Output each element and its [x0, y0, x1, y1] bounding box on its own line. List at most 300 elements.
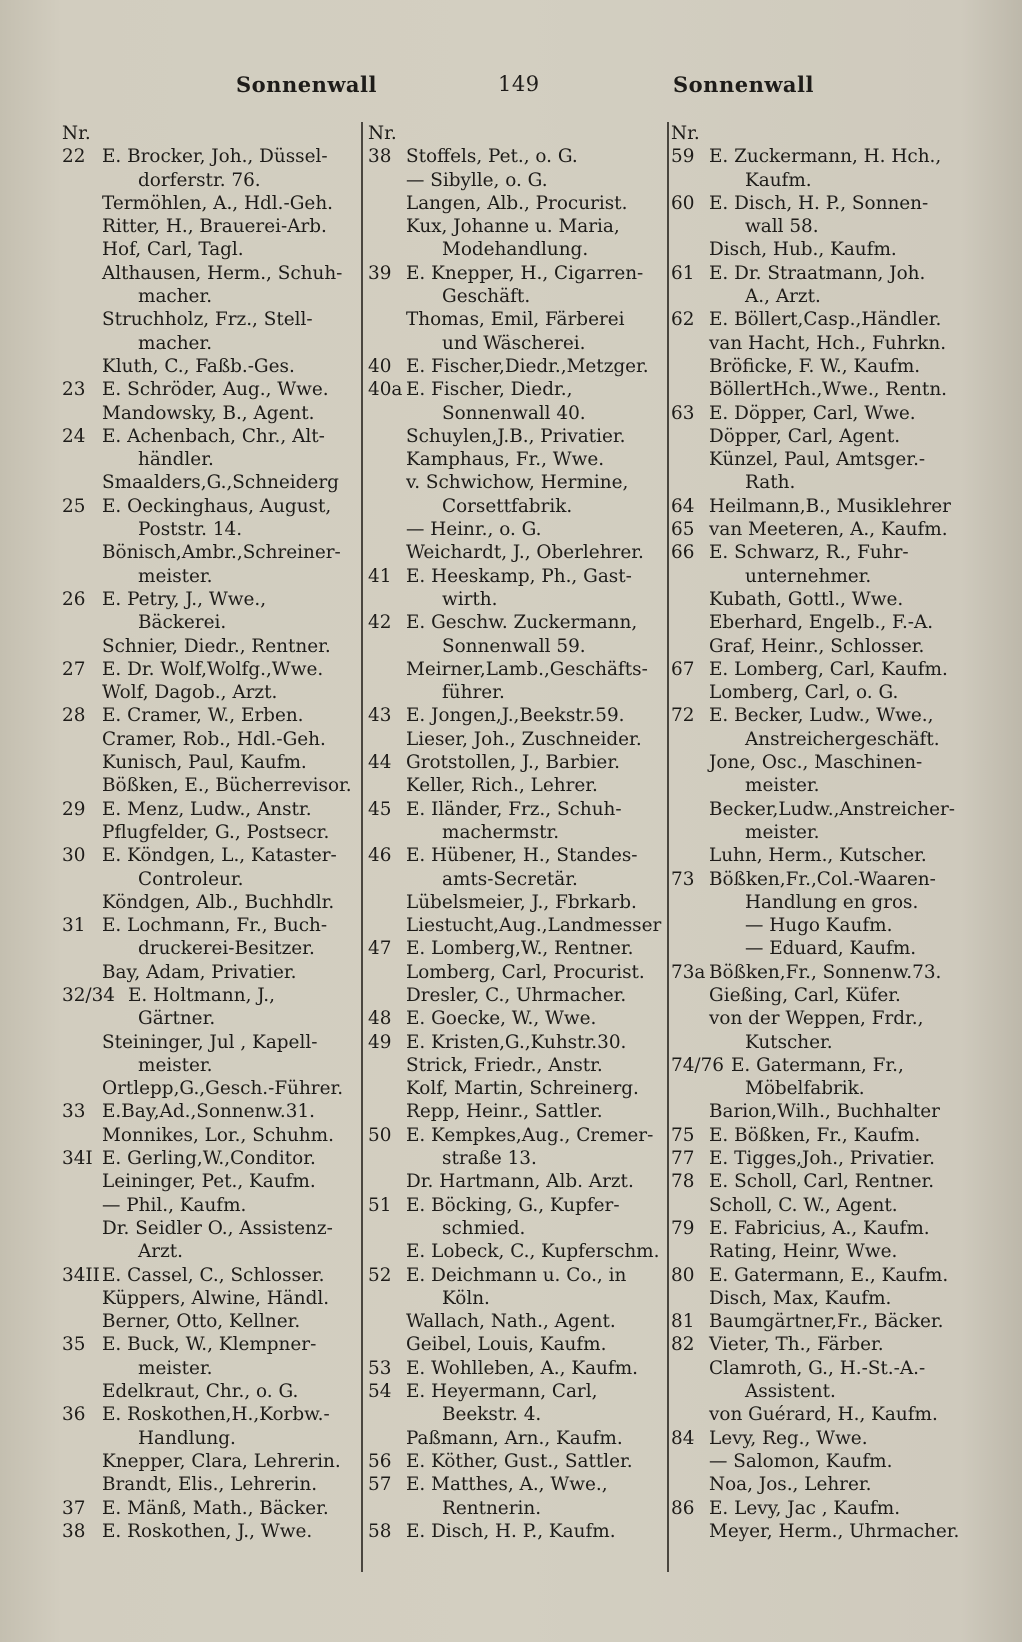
entry-text: meister. [138, 565, 213, 587]
entry-text: E. Zuckermann, H. Hch., [709, 146, 942, 168]
entry-text: — Eduard, Kaufm. [745, 938, 917, 960]
directory-line [368, 728, 664, 751]
directory-line [62, 1403, 358, 1426]
entry-text: Kamphaus, Fr., Wwe. [406, 449, 605, 471]
directory-line [62, 1427, 358, 1450]
entry-text: meister. [745, 775, 820, 797]
house-number: 43 [368, 705, 392, 727]
directory-line [368, 378, 664, 401]
directory-line [368, 961, 664, 984]
entry-text: Hof, Carl, Tagl. [102, 239, 244, 261]
entry-text: Corsettfabrik. [442, 495, 573, 517]
entry-text: Weichardt, J., Oberlehrer. [406, 542, 644, 564]
directory-line [671, 1031, 971, 1054]
directory-line [62, 658, 358, 681]
house-number: 49 [368, 1031, 392, 1053]
entry-text: Althausen, Herm., Schuh- [102, 262, 343, 284]
entry-text: Möbelfabrik. [745, 1078, 865, 1100]
directory-line [368, 1310, 664, 1333]
house-number: 36 [62, 1404, 86, 1426]
directory-line [62, 774, 358, 797]
house-number: 52 [368, 1264, 392, 1286]
directory-line [368, 1077, 664, 1100]
entry-text: Heilmann,B., Musiklehrer [709, 495, 951, 517]
directory-line [671, 192, 971, 215]
house-number: 54 [368, 1381, 392, 1403]
entry-text: amts-Secretär. [442, 868, 578, 890]
entry-text: E. Fischer, Diedr., [406, 379, 573, 401]
directory-line [671, 495, 971, 518]
entry-text: E. Oeckinghaus, August, [102, 495, 332, 517]
house-number: 74/76 [671, 1054, 724, 1076]
entry-text: Meirner,Lamb.,Geschäfts- [406, 658, 648, 680]
directory-line [368, 1427, 664, 1450]
entry-text: Wolf, Dagob., Arzt. [102, 682, 278, 704]
number-heading: Nr. [62, 123, 91, 144]
entry-text: Disch, Max, Kaufm. [709, 1287, 892, 1309]
directory-line [368, 1450, 664, 1473]
house-number: 73 [671, 868, 695, 890]
entry-text: E. Roskothen, J., Wwe. [102, 1520, 313, 1542]
entry-text: Liestucht,Aug.,Landmesser [406, 915, 662, 937]
directory-line [368, 448, 664, 471]
entry-text: E. Kristen,G.,Kuhstr.30. [406, 1031, 627, 1053]
directory-line [368, 541, 664, 564]
house-number: 78 [671, 1171, 695, 1193]
directory-line [368, 402, 664, 425]
house-number: 22 [62, 146, 86, 168]
entry-text: A., Arzt. [745, 286, 821, 308]
directory-line [368, 1194, 664, 1217]
entry-text: Sonnenwall 40. [442, 402, 586, 424]
entry-text: — Hugo Kaufm. [745, 915, 893, 937]
directory-line [368, 891, 664, 914]
directory-line [62, 1357, 358, 1380]
entry-text: E.Bay,Ad.,Sonnenw.31. [102, 1101, 316, 1123]
directory-line [62, 169, 358, 192]
entry-text: Brandt, Elis., Lehrerin. [102, 1474, 318, 1496]
directory-line [62, 984, 358, 1007]
directory-line [368, 1054, 664, 1077]
entry-text: Arzt. [138, 1241, 183, 1263]
directory-line [671, 914, 971, 937]
house-number: 57 [368, 1474, 392, 1496]
entry-text: Langen, Alb., Procurist. [406, 192, 628, 214]
directory-line [62, 914, 358, 937]
entry-text: E. Böcking, G., Kupfer- [406, 1194, 620, 1216]
entry-text: E. Lochmann, Fr., Buch- [102, 915, 328, 937]
entry-text: E. Holtmann, J., [128, 984, 275, 1006]
entry-text: Repp, Heinr., Sattler. [406, 1101, 603, 1123]
house-number: 24 [62, 425, 86, 447]
directory-line [671, 1333, 971, 1356]
entry-text: Kubath, Gottl., Wwe. [709, 588, 904, 610]
entry-text: meister. [745, 821, 820, 843]
entry-text: meister. [138, 1054, 213, 1076]
directory-line [368, 774, 664, 797]
house-number: 73a [671, 961, 706, 983]
directory-line [62, 1310, 358, 1333]
house-number: 28 [62, 705, 86, 727]
directory-line [62, 425, 358, 448]
entry-text: Dresler, C., Uhrmacher. [406, 984, 627, 1006]
directory-line [671, 355, 971, 378]
entry-text: meister. [138, 1357, 213, 1379]
directory-line [62, 1287, 358, 1310]
entry-text: Schuylen,J.B., Privatier. [406, 425, 626, 447]
entry-text: Assistent. [745, 1381, 836, 1403]
entry-text: E. Wohlleben, A., Kaufm. [406, 1357, 638, 1379]
house-number: 64 [671, 495, 695, 517]
entry-text: E. Achenbach, Chr., Alt- [102, 425, 325, 447]
directory-line [62, 495, 358, 518]
directory-line [368, 914, 664, 937]
directory-line [671, 471, 971, 494]
entry-text: Wallach, Nath., Agent. [406, 1311, 616, 1333]
directory-line [368, 1170, 664, 1193]
directory-line [62, 728, 358, 751]
entry-text: E. Gatermann, E., Kaufm. [709, 1264, 949, 1286]
entry-text: Gärtner. [138, 1008, 216, 1030]
directory-line [368, 238, 664, 261]
entry-text: E. Fabricius, A., Kaufm. [709, 1217, 930, 1239]
house-number: 44 [368, 752, 392, 774]
house-number: 53 [368, 1357, 392, 1379]
house-number: 56 [368, 1450, 392, 1472]
directory-line [62, 308, 358, 331]
directory-line [671, 704, 971, 727]
house-number: 84 [671, 1427, 695, 1449]
house-number: 40 [368, 355, 392, 377]
entry-text: — Heinr., o. G. [406, 519, 542, 541]
directory-line [62, 332, 358, 355]
house-number: 32/34 [62, 984, 115, 1006]
entry-text: — Salomon, Kaufm. [709, 1450, 893, 1472]
entry-text: Jone, Osc., Maschinen- [709, 752, 923, 774]
column-divider [667, 122, 669, 1572]
entry-text: E. Jongen,J.,Beekstr.59. [406, 705, 625, 727]
directory-line [671, 1194, 971, 1217]
directory-line [671, 891, 971, 914]
entry-text: E. Lomberg,W., Rentner. [406, 938, 634, 960]
entry-text: Bröficke, F. W., Kaufm. [709, 355, 921, 377]
house-number: 81 [671, 1311, 695, 1333]
directory-line [368, 751, 664, 774]
directory-line [368, 844, 664, 867]
house-number: 61 [671, 262, 695, 284]
entry-text: Handlung en gros. [745, 891, 919, 913]
directory-line [368, 984, 664, 1007]
directory-line [62, 471, 358, 494]
directory-line [368, 681, 664, 704]
entry-text: E. Schwarz, R., Fuhr- [709, 542, 909, 564]
directory-line [62, 961, 358, 984]
entry-text: Kux, Johanne u. Maria, [406, 216, 620, 238]
directory-line [62, 844, 358, 867]
directory-line [671, 1217, 971, 1240]
entry-text: Köln. [442, 1287, 490, 1309]
house-number: 77 [671, 1148, 695, 1170]
running-head-right: Sonnenwall [673, 72, 814, 97]
entry-text: Geibel, Louis, Kaufm. [406, 1334, 607, 1356]
entry-text: E. Cramer, W., Erben. [102, 705, 304, 727]
entry-text: E. Fischer,Diedr.,Metzger. [406, 355, 649, 377]
entry-text: E. Lomberg, Carl, Kaufm. [709, 658, 948, 680]
house-number: 29 [62, 798, 86, 820]
directory-line [671, 844, 971, 867]
entry-text: Geschäft. [442, 286, 531, 308]
entry-text: Berner, Otto, Kellner. [102, 1311, 301, 1333]
entry-text: E. Matthes, A., Wwe., [406, 1474, 608, 1496]
directory-line [671, 774, 971, 797]
house-number: 38 [62, 1520, 86, 1542]
entry-text: Döpper, Carl, Agent. [709, 425, 901, 447]
entry-text: E. Döpper, Carl, Wwe. [709, 402, 916, 424]
directory-line [62, 1124, 358, 1147]
entry-text: von Guérard, H., Kaufm. [709, 1404, 938, 1426]
entry-text: Dr. Hartmann, Alb. Arzt. [406, 1171, 634, 1193]
directory-line [62, 402, 358, 425]
directory-line [62, 1054, 358, 1077]
entry-text: E. Goecke, W., Wwe. [406, 1008, 597, 1030]
directory-line [671, 937, 971, 960]
directory-line [62, 868, 358, 891]
entry-text: schmied. [442, 1217, 526, 1239]
directory-line [671, 1310, 971, 1333]
entry-text: E. Böllert,Casp.,Händler. [709, 309, 942, 331]
entry-text: Monnikes, Lor., Schuhm. [102, 1124, 334, 1146]
entry-text: E. Disch, H. P., Kaufm. [406, 1520, 616, 1542]
directory-line [368, 611, 664, 634]
house-number: 48 [368, 1008, 392, 1030]
directory-line [671, 658, 971, 681]
entry-text: Grotstollen, J., Barbier. [406, 752, 620, 774]
directory-line [671, 308, 971, 331]
directory-line [671, 751, 971, 774]
house-number: 33 [62, 1101, 86, 1123]
directory-line [62, 1194, 358, 1217]
directory-line [62, 751, 358, 774]
entry-text: Eberhard, Engelb., F.-A. [709, 612, 934, 634]
entry-text: Rentnerin. [442, 1497, 542, 1519]
number-heading: Nr. [671, 123, 700, 144]
directory-line [62, 798, 358, 821]
house-number: 34II [62, 1264, 100, 1286]
entry-text: Ortlepp,G.,Gesch.-Führer. [102, 1078, 344, 1100]
entry-text: Barion,Wilh., Buchhalter [709, 1101, 940, 1123]
directory-line [62, 704, 358, 727]
entry-text: E. Scholl, Carl, Rentner. [709, 1171, 935, 1193]
entry-text: — Phil., Kaufm. [102, 1194, 247, 1216]
house-number: 37 [62, 1497, 86, 1519]
entry-text: E. Levy, Jac , Kaufm. [709, 1497, 901, 1519]
directory-line [368, 1497, 664, 1520]
directory-line [368, 285, 664, 308]
entry-text: Künzel, Paul, Amtsger.- [709, 449, 926, 471]
entry-text: E. Disch, H. P., Sonnen- [709, 192, 929, 214]
house-number: 65 [671, 519, 695, 541]
entry-text: Kaufm. [745, 169, 812, 191]
directory-line [368, 262, 664, 285]
directory-line [62, 1007, 358, 1030]
house-number: 62 [671, 309, 695, 331]
directory-line [671, 238, 971, 261]
directory-line [671, 402, 971, 425]
entry-text: Bößken,Fr.,Col.-Waaren- [709, 868, 936, 890]
directory-line [671, 961, 971, 984]
entry-text: Becker,Ludw.,Anstreicher- [709, 798, 955, 820]
entry-text: Controleur. [138, 868, 244, 890]
directory-line [368, 471, 664, 494]
entry-text: Bönisch,Ambr.,Schreiner- [102, 542, 341, 564]
directory-line [368, 1403, 664, 1426]
entry-text: E. Menz, Ludw., Anstr. [102, 798, 312, 820]
directory-line [368, 798, 664, 821]
entry-text: E. Gatermann, Fr., [731, 1054, 904, 1076]
directory-line [368, 1217, 664, 1240]
directory-line [62, 1450, 358, 1473]
entry-text: E. Cassel, C., Schlosser. [102, 1264, 325, 1286]
entry-text: E. Knepper, H., Cigarren- [406, 262, 644, 284]
directory-line [671, 1240, 971, 1263]
entry-text: E. Buck, W., Klempner- [102, 1334, 317, 1356]
directory-line [368, 169, 664, 192]
entry-text: E. Becker, Ludw., Wwe., [709, 705, 934, 727]
directory-line [671, 1100, 971, 1123]
entry-text: Strick, Friedr., Anstr. [406, 1054, 603, 1076]
directory-line [671, 681, 971, 704]
directory-line [368, 1333, 664, 1356]
directory-line [671, 1147, 971, 1170]
entry-text: Baumgärtner,Fr., Bäcker. [709, 1311, 944, 1333]
directory-line [368, 1380, 664, 1403]
directory-line [671, 1124, 971, 1147]
number-heading: Nr. [368, 123, 397, 144]
entry-text: Mandowsky, B., Agent. [102, 402, 315, 424]
entry-text: E. Petry, J., Wwe., [102, 588, 267, 610]
entry-text: Thomas, Emil, Färberei [406, 309, 625, 331]
entry-text: Poststr. 14. [138, 519, 243, 541]
directory-line [671, 425, 971, 448]
entry-text: Schnier, Diedr., Rentner. [102, 635, 331, 657]
house-number: 66 [671, 542, 695, 564]
entry-text: E. Lobeck, C., Kupferschm. [406, 1241, 660, 1263]
house-number: 51 [368, 1194, 392, 1216]
directory-line [62, 1077, 358, 1100]
directory-line [62, 588, 358, 611]
house-number: 86 [671, 1497, 695, 1519]
entry-text: macher. [138, 286, 213, 308]
entry-text: Leininger, Pet., Kaufm. [102, 1171, 316, 1193]
house-number: 38 [368, 146, 392, 168]
house-number: 50 [368, 1124, 392, 1146]
entry-text: Clamroth, G., H.-St.-A.- [709, 1357, 926, 1379]
entry-text: Bößken,Fr., Sonnenw.73. [709, 961, 942, 983]
directory-line [368, 1124, 664, 1147]
entry-text: Noa, Jos., Lehrer. [709, 1474, 872, 1496]
entry-text: Luhn, Herm., Kutscher. [709, 845, 927, 867]
entry-text: Kluth, C., Faßb.-Ges. [102, 355, 295, 377]
directory-line [62, 611, 358, 634]
entry-text: machermstr. [442, 821, 560, 843]
entry-text: Cramer, Rob., Hdl.-Geh. [102, 728, 326, 750]
house-number: 75 [671, 1124, 695, 1146]
directory-line [671, 378, 971, 401]
entry-text: Lomberg, Carl, Procurist. [406, 961, 645, 983]
directory-line [62, 1240, 358, 1263]
entry-text: Bay, Adam, Privatier. [102, 961, 297, 983]
page-number: 149 [498, 72, 540, 96]
directory-line [671, 169, 971, 192]
directory-line [671, 1007, 971, 1030]
entry-text: Levy, Reg., Wwe. [709, 1427, 868, 1449]
entry-text: druckerei-Besitzer. [138, 938, 315, 960]
directory-line [62, 565, 358, 588]
entry-text: Paßmann, Arn., Kaufm. [406, 1427, 623, 1449]
directory-line [368, 1147, 664, 1170]
entry-text: E. Schröder, Aug., Wwe. [102, 379, 329, 401]
house-number: 35 [62, 1334, 86, 1356]
entry-text: E. Köther, Gust., Sattler. [406, 1450, 633, 1472]
entry-text: unternehmer. [745, 565, 872, 587]
directory-line [368, 658, 664, 681]
house-number: 23 [62, 379, 86, 401]
directory-line [62, 448, 358, 471]
directory-line [62, 1031, 358, 1054]
entry-text: Disch, Hub., Kaufm. [709, 239, 897, 261]
directory-line [671, 821, 971, 844]
entry-text: Edelkraut, Chr., o. G. [102, 1381, 299, 1403]
entry-text: Dr. Seidler O., Assistenz- [102, 1217, 333, 1239]
entry-text: Sonnenwall 59. [442, 635, 586, 657]
directory-line [62, 518, 358, 541]
directory-line [368, 332, 664, 355]
entry-text: E. Roskothen,H.,Korbw.- [102, 1404, 330, 1426]
entry-text: Bößken, E., Bücherrevisor. [102, 775, 352, 797]
entry-text: BöllertHch.,Wwe., Rentn. [709, 379, 948, 401]
entry-text: Meyer, Herm., Uhrmacher. [709, 1520, 960, 1542]
directory-line [671, 1520, 971, 1543]
entry-text: Lübelsmeier, J., Fbrkarb. [406, 891, 637, 913]
entry-text: E. Dr. Wolf,Wolfg.,Wwe. [102, 658, 324, 680]
entry-text: Rating, Heinr, Wwe. [709, 1241, 898, 1263]
entry-text: Scholl, C. W., Agent. [709, 1194, 898, 1216]
house-number: 27 [62, 658, 86, 680]
directory-line [368, 565, 664, 588]
entry-text: Köndgen, Alb., Buchhdlr. [102, 891, 335, 913]
directory-line [368, 1031, 664, 1054]
directory-line [671, 984, 971, 1007]
house-number: 59 [671, 146, 695, 168]
house-number: 82 [671, 1334, 695, 1356]
entry-text: Kolf, Martin, Schreinerg. [406, 1078, 639, 1100]
directory-line [368, 145, 664, 168]
directory-line [671, 1403, 971, 1426]
house-number: 26 [62, 588, 86, 610]
directory-line [368, 1007, 664, 1030]
directory-line [62, 1380, 358, 1403]
column-heading [368, 122, 664, 145]
directory-line [671, 541, 971, 564]
directory-line [62, 541, 358, 564]
directory-line [62, 192, 358, 215]
entry-text: Steininger, Jul , Kapell- [102, 1031, 318, 1053]
entry-text: van Meeteren, A., Kaufm. [709, 519, 948, 541]
directory-line [368, 1357, 664, 1380]
column-left [62, 122, 358, 1543]
house-number: 42 [368, 612, 392, 634]
column-right [671, 122, 971, 1543]
